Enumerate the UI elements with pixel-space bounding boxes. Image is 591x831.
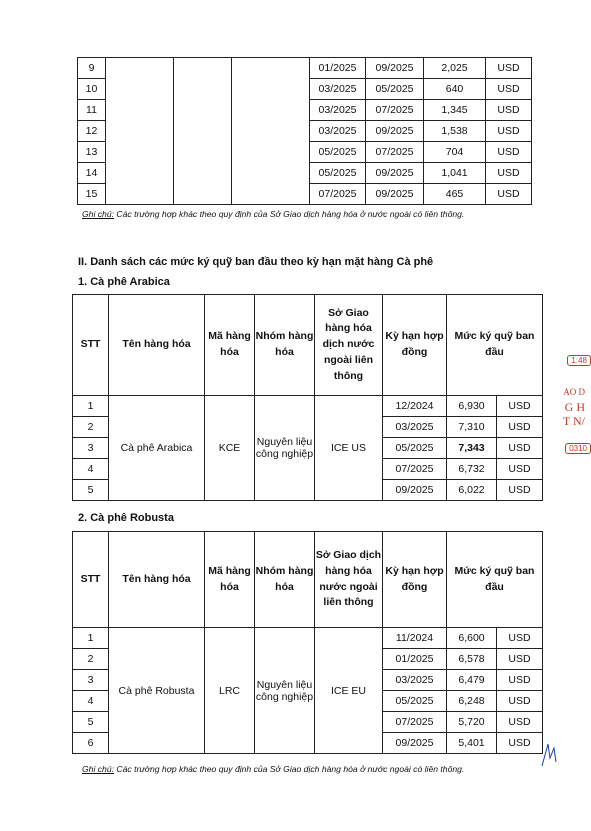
note-1 — [82, 209, 464, 219]
term-cell: 09/2025 — [366, 121, 424, 142]
value-cell: 6,578 — [447, 649, 497, 670]
currency-cell: USD — [486, 121, 532, 142]
currency-cell: USD — [486, 79, 532, 100]
stt-cell: 3 — [73, 670, 109, 691]
stt-cell: 13 — [78, 142, 106, 163]
product-group-cell: Nguyên liệu công nghiệp — [255, 396, 315, 501]
stt-cell: 5 — [73, 480, 109, 501]
start-cell: 01/2025 — [310, 58, 366, 79]
term-cell: 07/2025 — [383, 712, 447, 733]
value-cell: 6,022 — [447, 480, 497, 501]
value-cell: 640 — [424, 79, 486, 100]
currency-cell: USD — [486, 100, 532, 121]
value-cell: 6,479 — [447, 670, 497, 691]
term-cell: 01/2025 — [383, 649, 447, 670]
product-code-cell: KCE — [205, 396, 255, 501]
stt-cell: 2 — [73, 417, 109, 438]
header-term: Kỳ hạn hợp đồng — [383, 532, 447, 628]
section-title: II. Danh sách các mức ký quỹ ban đầu theo kỳ hạn mặt hàng Cà phê — [78, 256, 434, 268]
merged-cell — [232, 58, 310, 205]
term-cell: 07/2025 — [366, 142, 424, 163]
term-cell: 05/2025 — [383, 691, 447, 712]
currency-cell: USD — [486, 163, 532, 184]
start-cell: 05/2025 — [310, 142, 366, 163]
header-exchange: Sở Giao hàng hóa dịch nước ngoài liên thông — [315, 295, 383, 396]
header-code: Mã hàng hóa — [205, 295, 255, 396]
header-code: Mã hàng hóa — [205, 532, 255, 628]
arabica-table — [72, 294, 543, 501]
stamp-fragment: G H — [564, 400, 585, 414]
product-code-cell: LRC — [205, 628, 255, 754]
stt-cell: 4 — [73, 459, 109, 480]
product-name-cell: Cà phê Robusta — [109, 628, 205, 754]
stamp-fragment: AO D — [563, 387, 585, 397]
term-cell: 03/2025 — [383, 417, 447, 438]
value-cell: 6,248 — [447, 691, 497, 712]
stt-cell: 4 — [73, 691, 109, 712]
term-cell: 09/2025 — [383, 480, 447, 501]
note-text: Các trường hợp khác theo quy định của Sở Giao dịch hàng hóa ở nước ngoài có liên thông. — [114, 764, 465, 774]
currency-cell: USD — [497, 733, 543, 754]
value-cell: 1,538 — [424, 121, 486, 142]
stt-cell: 3 — [73, 438, 109, 459]
stamp-fragment: 0310 — [565, 443, 591, 454]
stt-cell: 9 — [78, 58, 106, 79]
term-cell: 05/2025 — [366, 79, 424, 100]
header-stt: STT — [73, 295, 109, 396]
robusta-table — [72, 531, 543, 754]
stt-cell: 12 — [78, 121, 106, 142]
start-cell: 07/2025 — [310, 184, 366, 205]
stt-cell: 15 — [78, 184, 106, 205]
term-cell: 03/2025 — [383, 670, 447, 691]
term-cell: 11/2024 — [383, 628, 447, 649]
value-cell: 465 — [424, 184, 486, 205]
value-cell: 704 — [424, 142, 486, 163]
header-group: Nhóm hàng hóa — [255, 295, 315, 396]
currency-cell: USD — [497, 396, 543, 417]
product-group-cell: Nguyên liệu công nghiệp — [255, 628, 315, 754]
header-margin: Mức ký quỹ ban đầu — [447, 295, 543, 396]
note-label: Ghi chú: — [82, 209, 115, 219]
value-cell: 2,025 — [424, 58, 486, 79]
currency-cell: USD — [497, 480, 543, 501]
header-exchange: Sở Giao dịch hàng hóa nước ngoài liên thông — [315, 532, 383, 628]
arabica-subtitle: 1. Cà phê Arabica — [78, 276, 170, 288]
stt-cell: 14 — [78, 163, 106, 184]
stt-cell: 6 — [73, 733, 109, 754]
stt-cell: 10 — [78, 79, 106, 100]
term-cell: 07/2025 — [366, 100, 424, 121]
currency-cell: USD — [497, 670, 543, 691]
start-cell: 03/2025 — [310, 100, 366, 121]
currency-cell: USD — [497, 628, 543, 649]
currency-cell: USD — [497, 417, 543, 438]
signature-mark — [538, 740, 558, 770]
value-cell: 6,732 — [447, 459, 497, 480]
value-cell: 1,041 — [424, 163, 486, 184]
note-label: Ghi chú: — [82, 764, 115, 774]
robusta-subtitle: 2. Cà phê Robusta — [78, 512, 174, 524]
value-cell: 7,343 — [447, 438, 497, 459]
value-cell: 6,600 — [447, 628, 497, 649]
header-name: Tên hàng hóa — [109, 295, 205, 396]
merged-cell — [106, 58, 174, 205]
currency-cell: USD — [497, 712, 543, 733]
currency-cell: USD — [497, 459, 543, 480]
stt-cell: 2 — [73, 649, 109, 670]
value-cell: 5,401 — [447, 733, 497, 754]
currency-cell: USD — [497, 691, 543, 712]
start-cell: 03/2025 — [310, 79, 366, 100]
value-cell: 5,720 — [447, 712, 497, 733]
term-cell: 05/2025 — [383, 438, 447, 459]
currency-cell: USD — [497, 438, 543, 459]
value-cell: 7,310 — [447, 417, 497, 438]
term-cell: 09/2025 — [383, 733, 447, 754]
product-name-cell: Cà phê Arabica — [109, 396, 205, 501]
currency-cell: USD — [486, 184, 532, 205]
start-cell: 03/2025 — [310, 121, 366, 142]
note-text: Các trường hợp khác theo quy định của Sở Giao dịch hàng hóa ở nước ngoài có liên thông. — [114, 209, 465, 219]
currency-cell: USD — [486, 58, 532, 79]
top-table — [77, 57, 532, 205]
stt-cell: 1 — [73, 628, 109, 649]
header-stt: STT — [73, 532, 109, 628]
term-cell: 09/2025 — [366, 163, 424, 184]
header-name: Tên hàng hóa — [109, 532, 205, 628]
stt-cell: 11 — [78, 100, 106, 121]
merged-cell — [174, 58, 232, 205]
stt-cell: 5 — [73, 712, 109, 733]
term-cell: 07/2025 — [383, 459, 447, 480]
exchange-cell: ICE EU — [315, 628, 383, 754]
currency-cell: USD — [486, 142, 532, 163]
stamp-fragment: 1:48 — [567, 355, 591, 366]
term-cell: 12/2024 — [383, 396, 447, 417]
term-cell: 09/2025 — [366, 58, 424, 79]
stt-cell: 1 — [73, 396, 109, 417]
currency-cell: USD — [497, 649, 543, 670]
stamp-fragment: T N/ — [562, 414, 585, 428]
header-group: Nhóm hàng hóa — [255, 532, 315, 628]
header-term: Kỳ hạn hợp đồng — [383, 295, 447, 396]
value-cell: 6,930 — [447, 396, 497, 417]
exchange-cell: ICE US — [315, 396, 383, 501]
value-cell: 1,345 — [424, 100, 486, 121]
start-cell: 05/2025 — [310, 163, 366, 184]
note-2 — [82, 764, 464, 774]
header-margin: Mức ký quỹ ban đầu — [447, 532, 543, 628]
term-cell: 09/2025 — [366, 184, 424, 205]
